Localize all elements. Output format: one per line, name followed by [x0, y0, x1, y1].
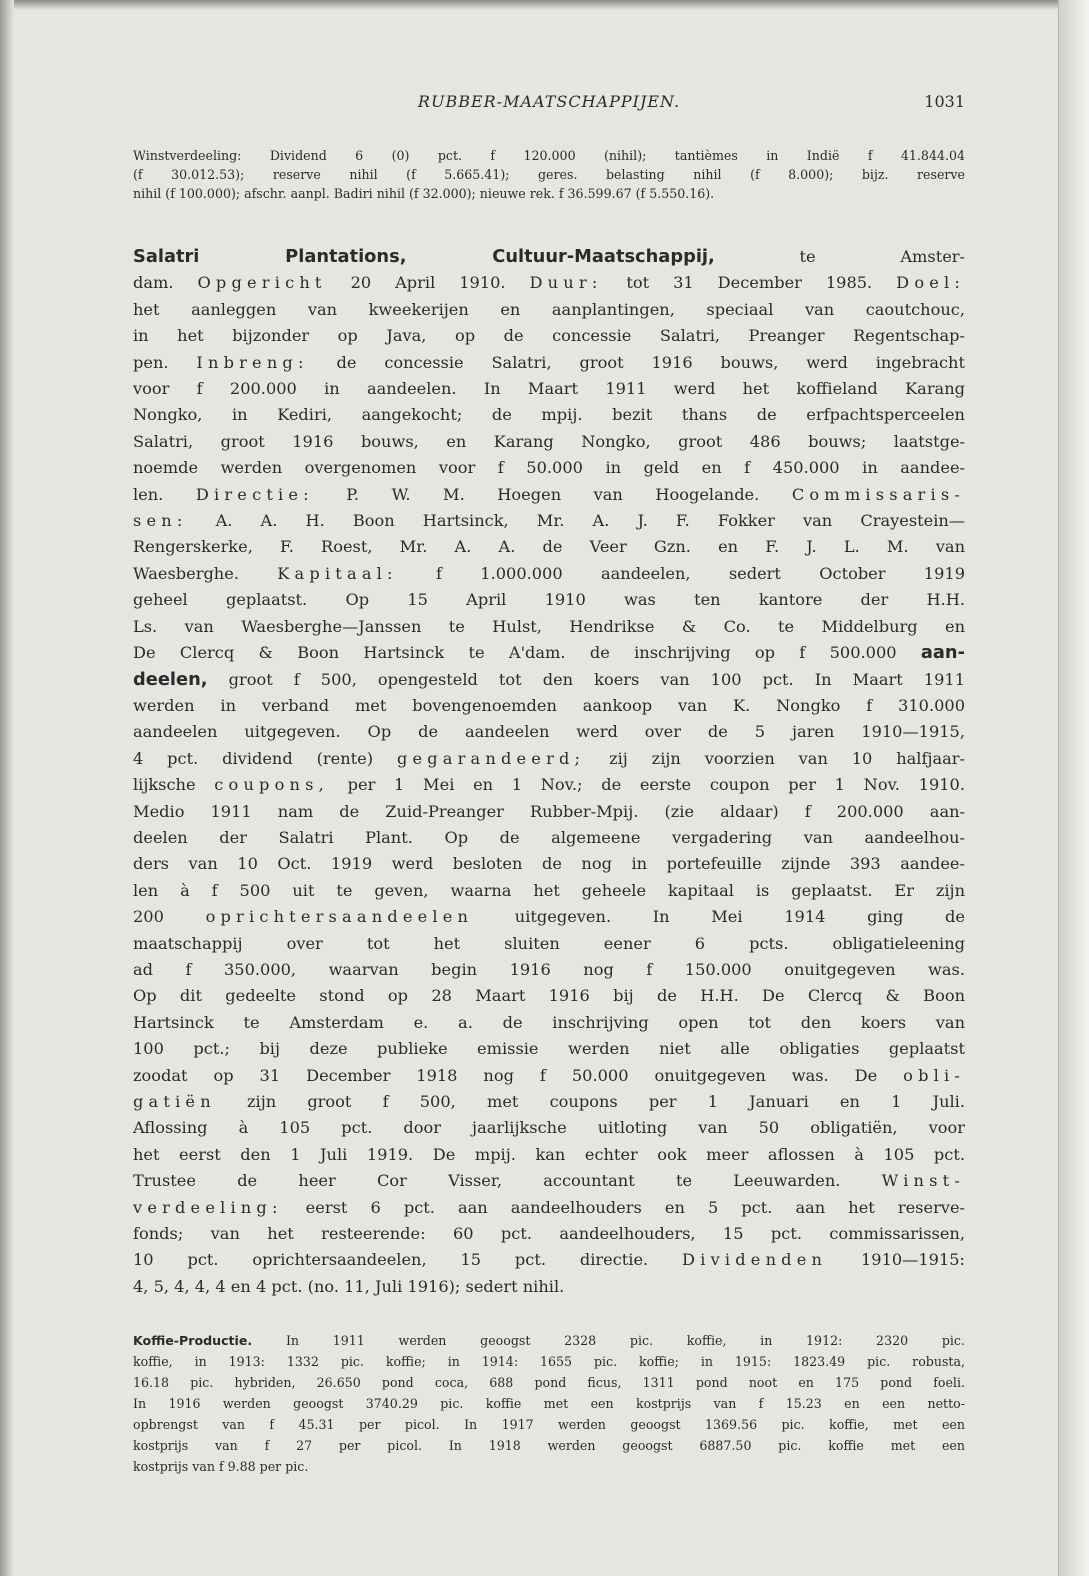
text-line	[133, 931, 965, 957]
text-run: Trustee de heer Cor Visser, accountant te Leeuwarden.	[133, 1171, 882, 1191]
text-line	[133, 1456, 965, 1477]
coffee-production-paragraph	[133, 1330, 965, 1477]
text-run: Hartsinck te Amsterdam e. a. de inschrijving open tot den koers van	[133, 1012, 965, 1032]
text-run: zij zijn voorzien van 10 halfjaar-	[585, 748, 965, 768]
text-line	[133, 1274, 965, 1300]
text-line	[133, 667, 965, 693]
text-run: kostprijs van f 27 per picol. In 1918 werden geoogst 6887.50 pic. koffie met een	[133, 1438, 965, 1453]
text-line	[133, 851, 965, 877]
text-run: len à f 500 uit te geven, waarna het geheele kapitaal is geplaatst. Er zijn	[133, 880, 965, 900]
text-run: aandeelen uitgegeven. Op de aandeelen werd over de 5 jaren 1910—1915,	[133, 722, 965, 742]
spaced-keyword: Directie:	[195, 484, 314, 504]
text-run: geheel geplaatst. Op 15 April 1910 was ten kantore der H.H.	[133, 590, 965, 610]
spaced-keyword: gatiën	[133, 1092, 216, 1111]
bold-heading: Koffie-Productie.	[133, 1333, 253, 1348]
text-line	[133, 1010, 965, 1036]
text-line	[133, 772, 965, 798]
text-line	[133, 1115, 965, 1141]
spaced-keyword: Kapitaal:	[277, 563, 398, 583]
text-run: zijn groot f 500, met coupons per 1 Januari en 1 Juli.	[215, 1092, 965, 1111]
text-run: werden in verband met bovengenoemden aankoop van K. Nongko f 310.000	[133, 695, 965, 715]
text-run: len.	[133, 484, 196, 504]
text-run: tot 31 December 1985.	[602, 273, 897, 293]
text-line	[133, 799, 965, 825]
text-line	[133, 429, 965, 455]
text-line	[133, 587, 965, 613]
text-line	[133, 561, 965, 587]
spaced-keyword: Opgericht	[197, 273, 327, 293]
text-run: voor f 200.000 in aandeelen. In Maart 1911 werd het koffieland Karang	[133, 379, 965, 399]
text-line	[133, 1168, 965, 1194]
text-line	[133, 1330, 965, 1351]
text-run: Winstverdeeling: Dividend 6 (0) pct. f 120.000 (nihil); tantièmes in Indië f 41.844.04	[133, 148, 965, 163]
text-run: deelen der Salatri Plant. Op de algemeene vergadering van aandeelhou-	[133, 827, 965, 847]
text-line	[133, 1036, 965, 1062]
text-line	[133, 1435, 965, 1456]
text-line	[133, 983, 965, 1009]
spaced-keyword: obli-	[903, 1065, 965, 1085]
text-line	[133, 402, 965, 428]
page-edge-top	[0, 0, 1089, 10]
spaced-keyword: Dividenden	[682, 1250, 828, 1270]
text-run: eerst 6 pct. aan aandeelhouders en 5 pct. aan het reserve-	[282, 1197, 965, 1217]
intro-paragraph	[133, 146, 965, 203]
text-line	[133, 614, 965, 640]
text-line	[133, 376, 965, 402]
page-number: 1031	[924, 92, 965, 111]
text-run: Rengerskerke, F. Roest, Mr. A. A. de Veer Gzn. en F. J. L. M. van	[133, 537, 965, 557]
text-run: zoodat op 31 December 1918 nog f 50.000 onuitgegeven was. De	[133, 1065, 904, 1085]
text-run: 100 pct.; bij deze publieke emissie werden niet alle obligaties geplaatst	[133, 1039, 965, 1059]
text-line	[133, 1142, 965, 1168]
text-line	[133, 1089, 965, 1115]
text-line	[133, 878, 965, 904]
spaced-keyword: Commissaris-	[791, 484, 965, 504]
text-line	[133, 1414, 965, 1435]
text-line	[133, 297, 965, 323]
text-run: 200	[133, 907, 206, 927]
text-run: 4, 5, 4, 4, 4 en 4 pct. (no. 11, Juli 1916); sedert nihil.	[133, 1276, 565, 1296]
spaced-keyword: Winst-	[881, 1171, 965, 1191]
bold-heading: deelen,	[133, 668, 208, 690]
text-run: ad f 350.000, waarvan begin 1916 nog f 150.000 onuitgegeven was.	[133, 959, 965, 979]
text-run: het eerst den 1 Juli 1919. De mpij. kan echter ook meer aflossen à 105 pct.	[133, 1144, 965, 1164]
spaced-keyword: verdeeling:	[133, 1197, 283, 1217]
text-run: groot f 500, opengesteld tot den koers van 100 pct. In Maart 1911	[207, 669, 965, 689]
text-run: Nongko, in Kediri, aangekocht; de mpij. bezit thans de erfpachtsperceelen	[133, 405, 965, 425]
text-run: kostprijs van f 9.88 per pic.	[133, 1459, 309, 1474]
text-line	[133, 350, 965, 376]
text-line	[133, 1247, 965, 1273]
spaced-keyword: sen:	[133, 511, 188, 531]
text-run: Op dit gedeelte stond op 28 Maart 1916 bij de H.H. De Clercq & Boon	[133, 986, 965, 1006]
text-line	[133, 534, 965, 560]
spaced-keyword: Doel:	[896, 273, 966, 293]
text-run: P. W. M. Hoegen van Hoogelande.	[313, 484, 792, 504]
text-run: opbrengst van f 45.31 per picol. In 1917 werden geoogst 1369.56 pic. koffie, met een	[133, 1417, 965, 1432]
text-line	[133, 1372, 965, 1393]
text-run: Medio 1911 nam de Zuid-Preanger Rubber-Mpij. (zie aldaar) f 200.000 aan-	[133, 801, 965, 821]
text-line	[133, 1195, 965, 1221]
text-run: Aflossing à 105 pct. door jaarlijksche uitloting van 50 obligatiën, voor	[133, 1118, 965, 1138]
spaced-keyword: oprichtersaandeelen	[205, 907, 474, 927]
text-run: 1910—1915:	[827, 1250, 965, 1270]
text-line	[133, 1351, 965, 1372]
text-line	[133, 455, 965, 481]
text-run: Waesberghe.	[133, 563, 278, 583]
text-line	[133, 244, 965, 270]
text-run: nihil (f 100.000); afschr. aanpl. Badiri nihil (f 32.000); nieuwe rek. f 36.599.67 (f 5.550.16).	[133, 186, 715, 201]
text-line	[133, 1221, 965, 1247]
text-line	[133, 482, 965, 508]
text-run: de concessie Salatri, groot 1916 bouws, werd ingebracht	[308, 352, 965, 372]
text-run: maatschappij over tot het sluiten eener 6 pcts. obligatieleening	[133, 933, 965, 953]
text-run: f 1.000.000 aandeelen, sedert October 1919	[397, 563, 965, 583]
text-run: fonds; van het resteerende: 60 pct. aandeelhouders, 15 pct. commissarissen,	[133, 1224, 965, 1244]
text-run: 16.18 pic. hybriden, 26.650 pond coca, 688 pond ficus, 1311 pond noot en 175 pond foeli.	[133, 1375, 965, 1390]
text-run: uitgegeven. In Mei 1914 ging de	[473, 907, 965, 927]
text-run: 20 April 1910.	[326, 273, 530, 293]
text-run: koffie, in 1913: 1332 pic. koffie; in 1914: 1655 pic. koffie; in 1915: 1823.49 pic. robusta,	[133, 1354, 965, 1369]
text-run: het aanleggen van kweekerijen en aanplantingen, speciaal van caoutchouc,	[133, 299, 965, 319]
text-line	[133, 184, 965, 203]
text-run: te Amster-	[714, 247, 966, 266]
text-run: (f 30.012.53); reserve nihil (f 5.665.41); geres. belasting nihil (f 8.000); bijz. reserve	[133, 167, 965, 182]
text-run: Salatri, groot 1916 bouws, en Karang Nongko, groot 486 bouws; laatstge-	[133, 431, 965, 451]
text-run: A. A. H. Boon Hartsinck, Mr. A. J. F. Fokker van Crayestein—	[187, 511, 965, 531]
text-line	[133, 1063, 965, 1089]
text-run: lijksche	[133, 775, 215, 795]
bold-heading: Salatri Plantations, Cultuur-Maatschappij,	[133, 246, 715, 267]
text-line	[133, 957, 965, 983]
text-run: dam.	[133, 273, 198, 293]
bold-heading: aan-	[920, 642, 965, 664]
text-line	[133, 693, 965, 719]
page-edge-left	[0, 0, 14, 1576]
spaced-keyword: coupons,	[214, 775, 329, 795]
text-line	[133, 746, 965, 772]
text-run: per 1 Mei en 1 Nov.; de eerste coupon per 1 Nov. 1910.	[328, 775, 965, 795]
text-line	[133, 508, 965, 534]
text-run: In 1911 werden geoogst 2328 pic. koffie, in 1912: 2320 pic.	[252, 1333, 965, 1348]
text-line	[133, 146, 965, 165]
spaced-keyword: Inbreng:	[196, 352, 309, 372]
text-run: 10 pct. oprichtersaandeelen, 15 pct. directie.	[133, 1250, 683, 1270]
text-line	[133, 904, 965, 930]
text-line	[133, 719, 965, 745]
text-run: ders van 10 Oct. 1919 werd besloten de nog in portefeuille zijnde 393 aandee-	[133, 854, 965, 874]
company-entry-paragraph	[133, 244, 965, 1300]
page-edge-right	[1058, 0, 1089, 1576]
page-header	[133, 92, 965, 114]
text-run: De Clercq & Boon Hartsinck te A'dam. de inschrijving op f 500.000	[133, 643, 921, 663]
running-title: RUBBER-MAATSCHAPPIJEN.	[417, 92, 681, 111]
text-run: noemde werden overgenomen voor f 50.000 in geld en f 450.000 in aandee-	[133, 458, 965, 478]
text-line	[133, 1393, 965, 1414]
text-run: In 1916 werden geoogst 3740.29 pic. koffie met een kostprijs van f 15.23 en een netto-	[133, 1396, 965, 1411]
spaced-keyword: Duur:	[529, 273, 603, 293]
text-line	[133, 270, 965, 296]
text-line	[133, 165, 965, 184]
text-line	[133, 640, 965, 666]
text-run: Ls. van Waesberghe—Janssen te Hulst, Hendrikse & Co. te Middelburg en	[133, 616, 965, 636]
text-run: 4 pct. dividend (rente)	[133, 748, 397, 768]
text-run: in het bijzonder op Java, op de concessie Salatri, Preanger Regentschap-	[133, 326, 965, 346]
text-line	[133, 323, 965, 349]
spaced-keyword: gegarandeerd;	[396, 748, 586, 768]
text-line	[133, 825, 965, 851]
text-run: pen.	[133, 352, 197, 372]
